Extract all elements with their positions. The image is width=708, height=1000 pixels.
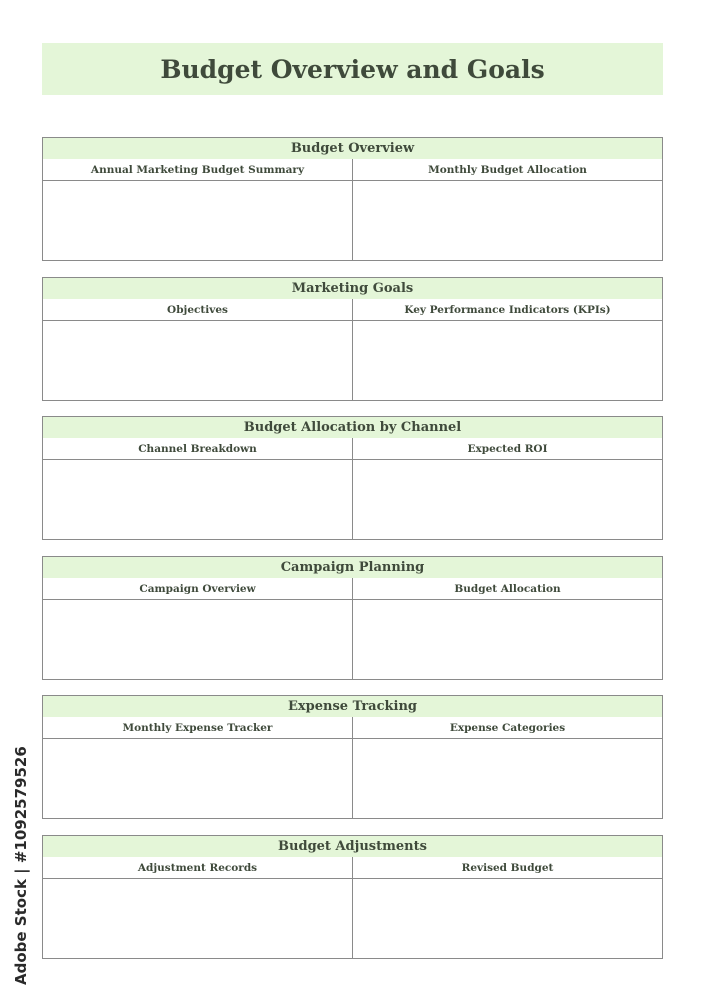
section-title: Marketing Goals [43, 278, 662, 299]
entry-cell-left[interactable] [43, 181, 352, 260]
column-header-right: Key Performance Indicators (KPIs) [352, 299, 662, 320]
title-banner [42, 43, 663, 95]
column-headers [43, 299, 662, 321]
column-headers [43, 857, 662, 879]
entry-row [43, 460, 662, 539]
column-headers [43, 578, 662, 600]
column-header-left: Annual Marketing Budget Summary [90, 163, 305, 176]
column-header-right: Expected ROI [352, 438, 662, 459]
section-title: Budget Adjustments [43, 836, 662, 857]
column-headers [43, 159, 662, 181]
entry-row [43, 879, 662, 958]
section-title: Budget Allocation by Channel [43, 417, 662, 438]
entry-cell-left[interactable] [43, 321, 352, 400]
page-title: Budget Overview and Goals [160, 54, 545, 84]
entry-cell-right[interactable] [352, 460, 662, 539]
column-header-left: Adjustment Records [137, 861, 258, 874]
section-title: Expense Tracking [43, 696, 662, 717]
column-header-left: Monthly Expense Tracker [122, 721, 273, 734]
entry-cell-left[interactable] [43, 600, 352, 679]
column-header-right: Revised Budget [352, 857, 662, 878]
section-title: Budget Overview [43, 138, 662, 159]
entry-cell-left[interactable] [43, 879, 352, 958]
entry-cell-right[interactable] [352, 181, 662, 260]
section-expense-tracking [42, 695, 663, 819]
entry-row [43, 181, 662, 260]
entry-cell-right[interactable] [352, 600, 662, 679]
column-header-right: Expense Categories [352, 717, 662, 738]
column-header-left: Channel Breakdown [138, 442, 257, 455]
column-header-left: Objectives [167, 303, 228, 316]
column-header-right: Budget Allocation [352, 578, 662, 599]
entry-cell-left[interactable] [43, 739, 352, 818]
stock-watermark-label: Adobe Stock | #1092579526 [12, 746, 30, 985]
section-budget-allocation-by-channel [42, 416, 663, 540]
entry-cell-right[interactable] [352, 321, 662, 400]
entry-cell-left[interactable] [43, 460, 352, 539]
entry-cell-right[interactable] [352, 739, 662, 818]
column-headers [43, 717, 662, 739]
section-title: Campaign Planning [43, 557, 662, 578]
entry-row [43, 321, 662, 400]
entry-row [43, 739, 662, 818]
section-marketing-goals [42, 277, 663, 401]
section-campaign-planning [42, 556, 663, 680]
section-budget-overview [42, 137, 663, 261]
entry-row [43, 600, 662, 679]
section-budget-adjustments [42, 835, 663, 959]
column-headers [43, 438, 662, 460]
column-header-left: Campaign Overview [139, 582, 256, 595]
entry-cell-right[interactable] [352, 879, 662, 958]
column-header-right: Monthly Budget Allocation [352, 159, 662, 180]
